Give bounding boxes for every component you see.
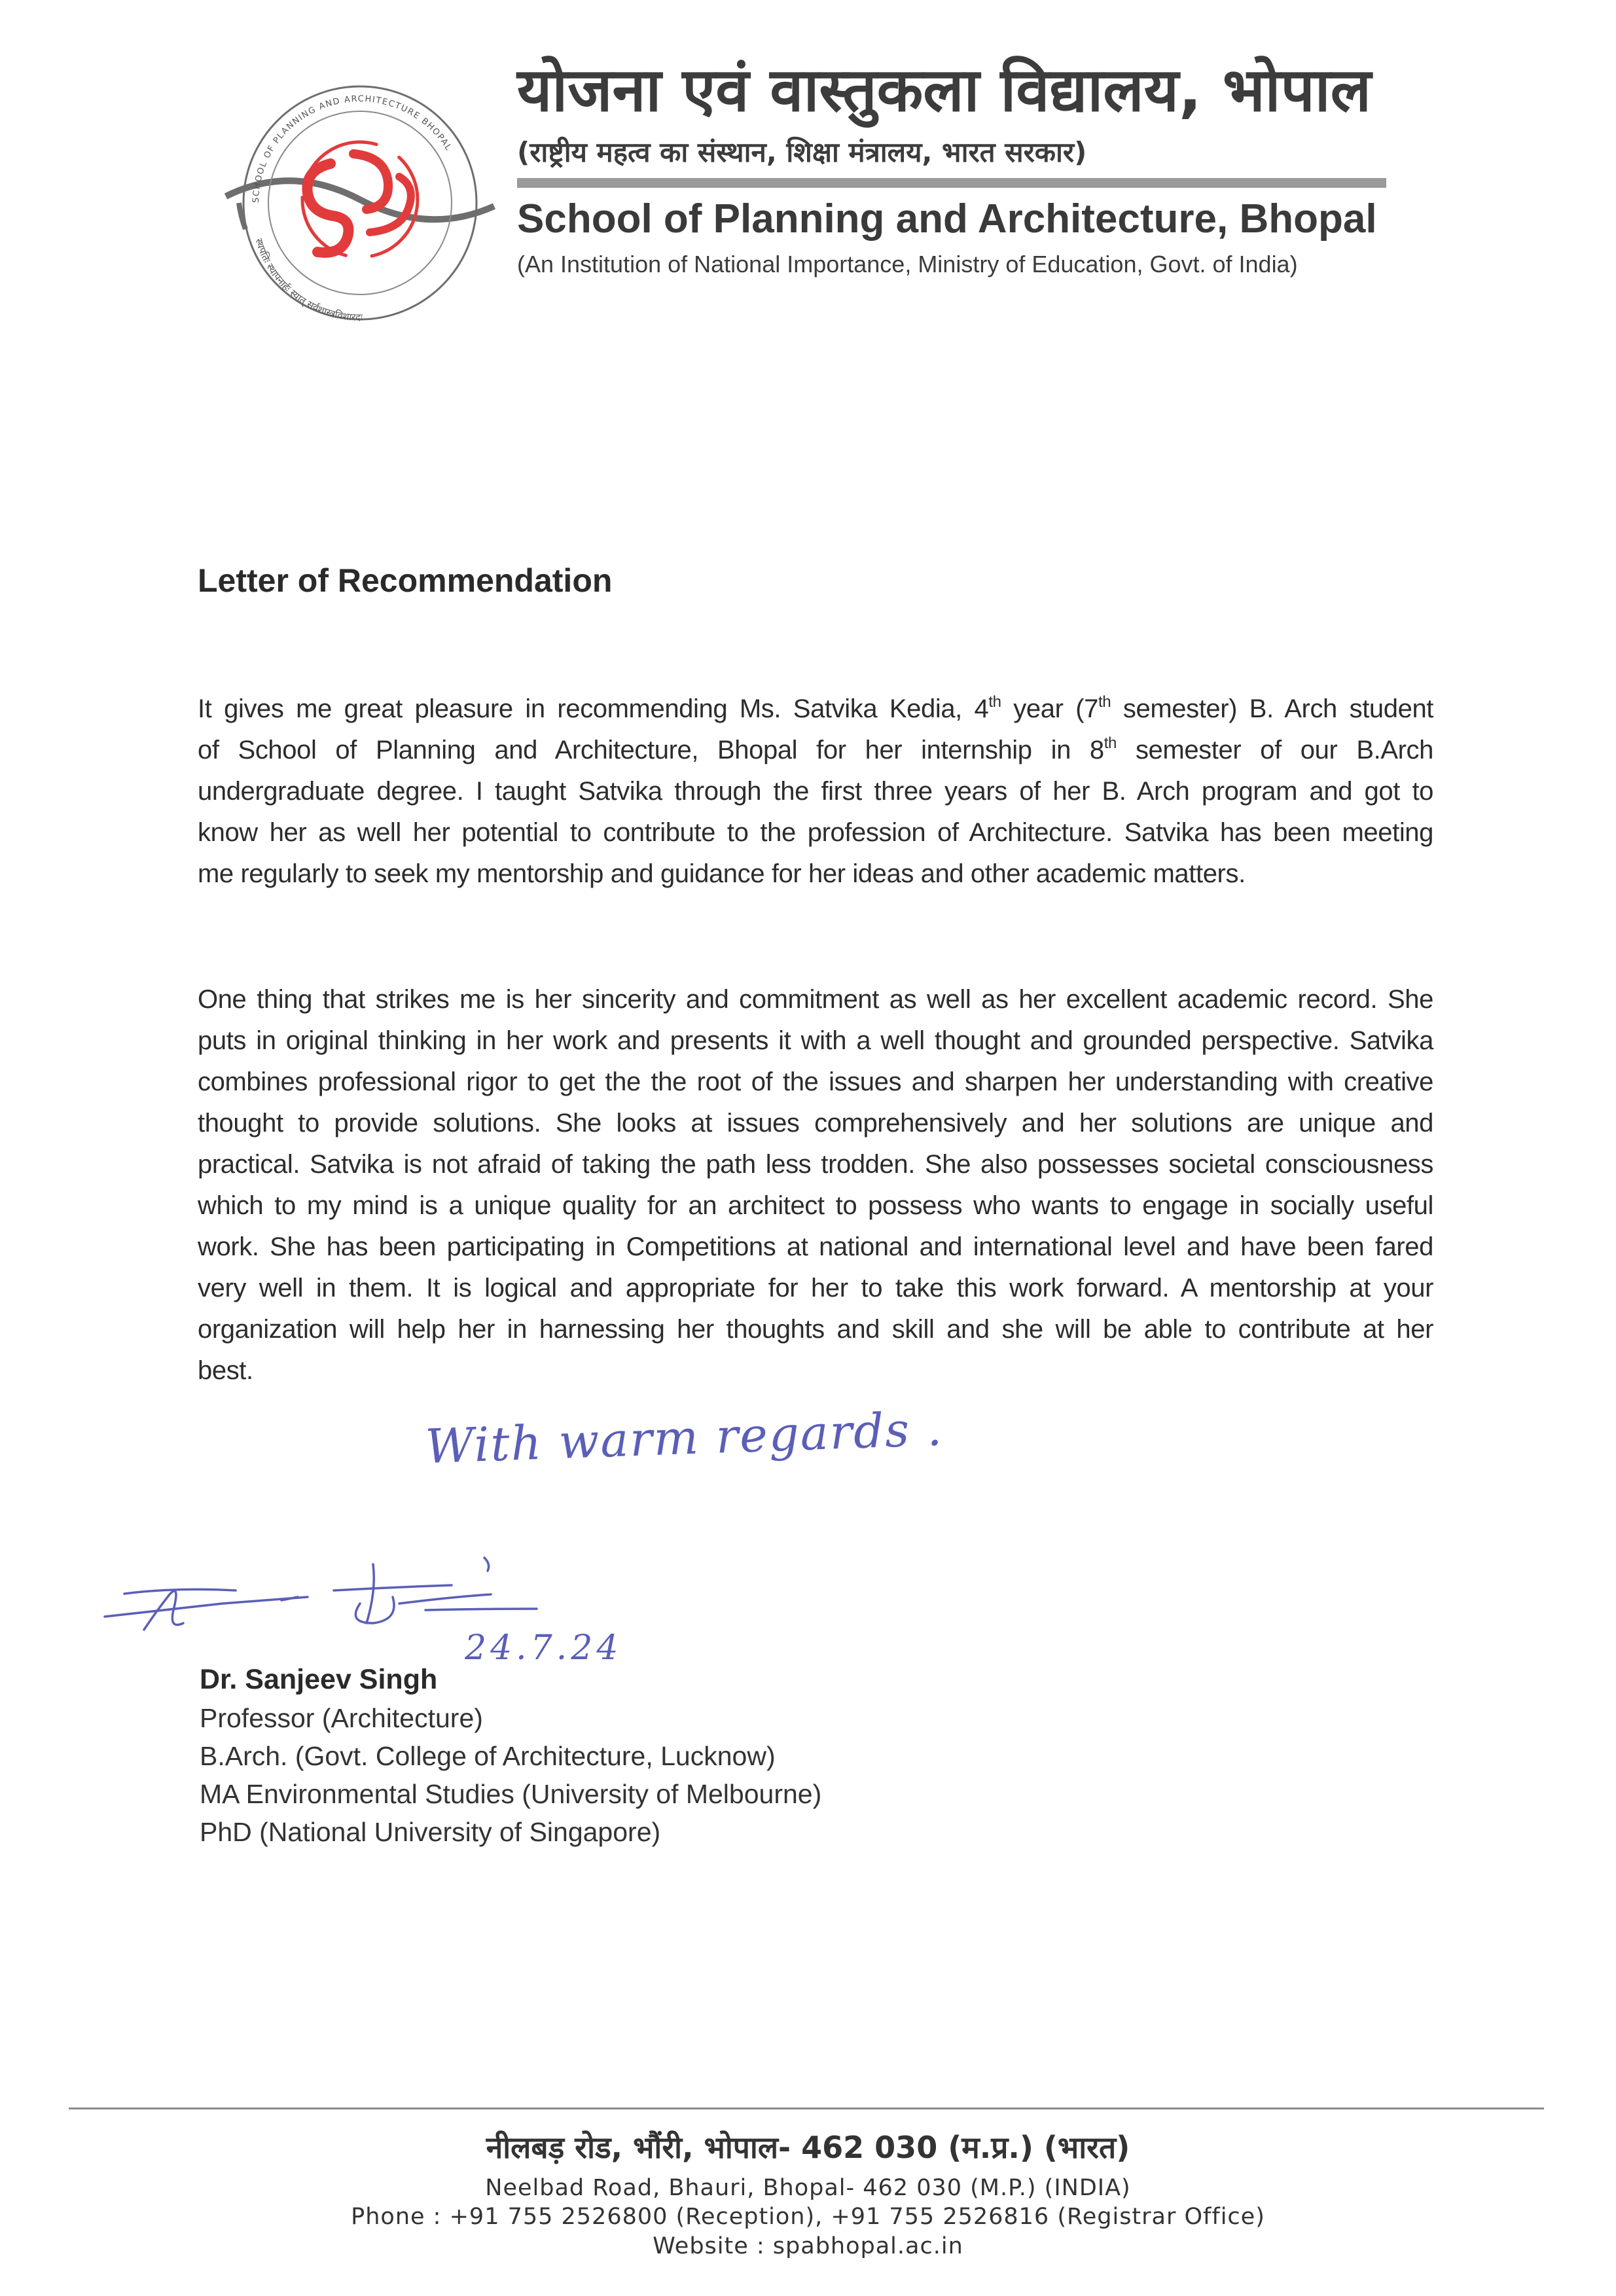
footer-address-english: Neelbad Road, Bhauri, Bhopal- 462 030 (M.P.) (INDIA) bbox=[485, 2175, 1131, 2201]
footer-divider bbox=[69, 2108, 1544, 2109]
handwritten-closing bbox=[419, 1388, 944, 1492]
text-run: of School of Planning and Architecture, Bhopal for her internship in 8 bbox=[198, 736, 1104, 764]
closing-text: With warm regards . bbox=[424, 1401, 944, 1475]
paragraph-line: me regularly to seek my mentorship and guidance for her ideas and other academic matters. bbox=[198, 859, 1246, 888]
paragraph-line: undergraduate degree. I taught Satvika through the first three years of her B. Arch program and got to bbox=[198, 777, 1433, 806]
signatory-qualification: PhD (National University of Singapore) bbox=[200, 1817, 661, 1847]
paragraph-line: best. bbox=[198, 1356, 253, 1385]
letter-title: Letter of Recommendation bbox=[198, 562, 613, 599]
text-run: year (7 bbox=[1001, 694, 1098, 723]
paragraph-line: organization will help her in harnessing her thoughts and skill and she will be able to contribute at her bbox=[198, 1315, 1433, 1344]
paragraph-line: One thing that strikes me is her sincerity and commitment as well as her excellent academic record. She bbox=[198, 985, 1433, 1014]
footer-phone: Phone : +91 755 2526800 (Reception), +91 755 2526816 (Registrar Office) bbox=[351, 2204, 1265, 2230]
logo-motto: स्थपतिः स्थापनार्हः स्यात् सर्वशास्त्रविशारदः bbox=[253, 237, 363, 323]
signatory-qualification: B.Arch. (Govt. College of Architecture, Lucknow) bbox=[200, 1741, 776, 1771]
spa-logo bbox=[213, 65, 507, 340]
svg-text:स्थपतिः स्थापनार्हः स्यात् सर् bbox=[253, 237, 363, 323]
paragraph-1 bbox=[198, 689, 1433, 895]
signature-date: 24.7.24 bbox=[465, 1628, 622, 1668]
paragraph-2 bbox=[198, 979, 1433, 1391]
signatory-title: Professor (Architecture) bbox=[200, 1703, 483, 1733]
institute-subtitle-hindi: (राष्ट्रीय महत्व का संस्थान, शिक्षा मंत्रालय, भारत सरकार) bbox=[517, 136, 1087, 168]
superscript: th bbox=[988, 692, 1001, 711]
signatory-name: Dr. Sanjeev Singh bbox=[200, 1664, 438, 1695]
paragraph-line: thought to provide solutions. She looks at issues comprehensively and her solutions are unique and bbox=[198, 1109, 1433, 1138]
letterhead-divider bbox=[517, 178, 1386, 188]
text-run: semester) B. Arch student bbox=[1111, 694, 1433, 723]
text-run: It gives me great pleasure in recommending Ms. Satvika Kedia, 4 bbox=[198, 694, 989, 723]
superscript: th bbox=[1104, 734, 1117, 752]
text-run: semester of our B.Arch bbox=[1116, 736, 1433, 764]
paragraph-line: combines professional rigor to get the the root of the issues and sharpen her understanding with creative bbox=[198, 1067, 1433, 1096]
paragraph-line: practical. Satvika is not afraid of taking the path less trodden. She also possesses societal consciousness bbox=[198, 1150, 1433, 1179]
signatory-qualification: MA Environmental Studies (University of Melbourne) bbox=[200, 1779, 822, 1809]
institute-subtitle-english: (An Institution of National Importance, Ministry of Education, Govt. of India) bbox=[517, 251, 1298, 278]
paragraph-line: puts in original thinking in her work and presents it with a well thought and grounded perspective. Satvika bbox=[198, 1026, 1433, 1055]
paragraph-line bbox=[198, 689, 1433, 730]
paragraph-line: which to my mind is a unique quality for an architect to possess who wants to engage in socially useful bbox=[198, 1191, 1433, 1220]
institute-name-english: School of Planning and Architecture, Bhopal bbox=[517, 196, 1377, 242]
footer-address-hindi: नीलबड़ रोड, भौंरी, भोपाल- 462 030 (म.प्र.) (भारत) bbox=[486, 2130, 1130, 2165]
superscript: th bbox=[1098, 692, 1111, 711]
institute-name-hindi: योजना एवं वास्तुकला विद्यालय, भोपाल bbox=[517, 55, 1371, 125]
logo-ring-text: SCHOOL OF PLANNING AND ARCHITECTURE BHOPAL bbox=[251, 94, 454, 204]
paragraph-line: work. She has been participating in Competitions at national and international level and have been fared bbox=[198, 1232, 1433, 1261]
signature bbox=[85, 1532, 740, 1669]
paragraph-line bbox=[198, 730, 1433, 771]
paragraph-line: very well in them. It is logical and appropriate for her to take this work forward. A mentorship at your bbox=[198, 1274, 1433, 1302]
paragraph-line: know her as well her potential to contribute to the profession of Architecture. Satvika has been meeting bbox=[198, 818, 1433, 847]
footer-website: Website : spabhopal.ac.in bbox=[653, 2233, 963, 2259]
